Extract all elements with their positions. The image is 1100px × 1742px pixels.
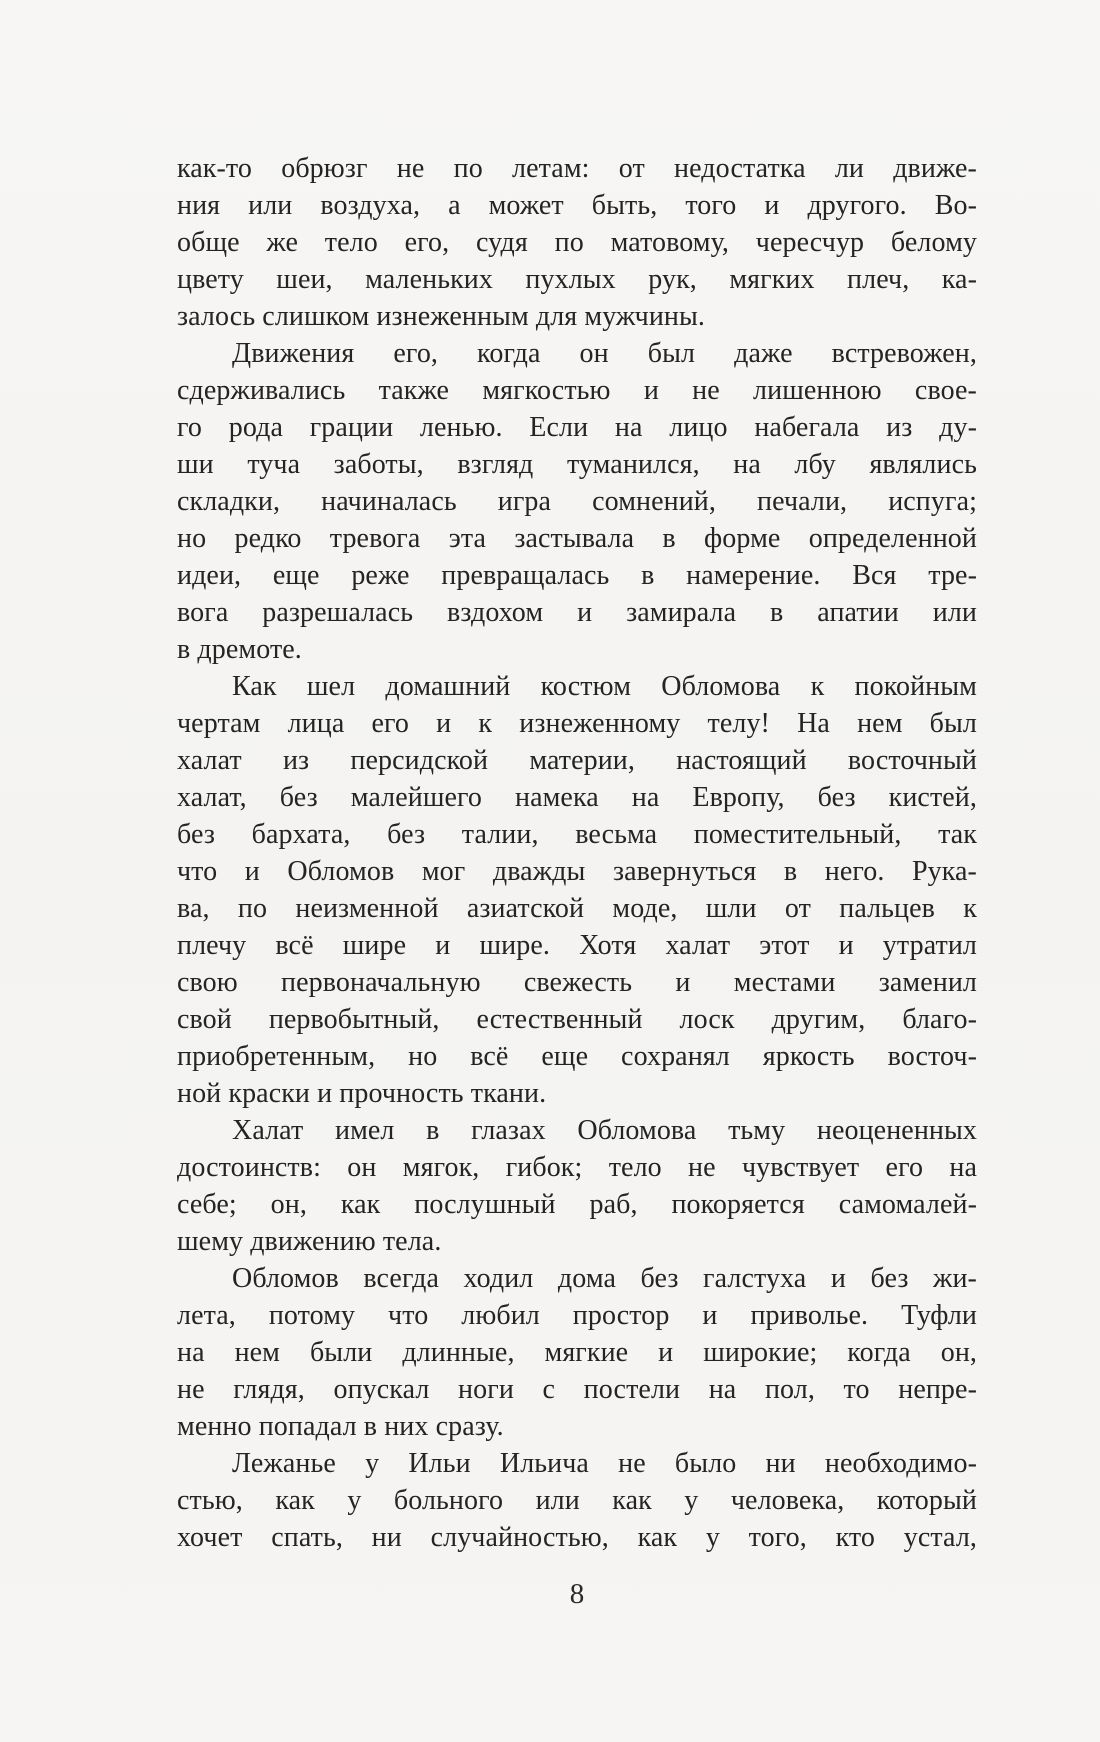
text-line: стью, как у больного или как у человека, который	[177, 1485, 977, 1516]
text-line: хочет спать, ни случайностью, как у того, кто устал,	[177, 1522, 977, 1553]
text-line: на нем были длинные, мягкие и широкие; когда он,	[177, 1337, 977, 1368]
text-line: в дремоте.	[177, 634, 302, 665]
paragraph	[177, 1260, 977, 1445]
text-line: без бархата, без талии, весьма поместительный, так	[177, 819, 977, 850]
text-line: цвету шеи, маленьких пухлых рук, мягких плеч, ка-	[177, 264, 977, 295]
text-line: Обломов всегда ходил дома без галстуха и без жи-	[232, 1263, 977, 1294]
paragraph	[177, 1445, 977, 1556]
text-line: ния или воздуха, а может быть, того и другого. Во-	[177, 190, 977, 221]
page-footer	[177, 1576, 977, 1613]
page-number: 8	[569, 1578, 585, 1610]
text-line: вога разрешалась вздохом и замирала в апатии или	[177, 597, 977, 628]
text-line: что и Обломов мог дважды завернуться в него. Рука-	[177, 856, 977, 887]
paragraph	[177, 150, 977, 335]
text-line: плечу всё шире и шире. Хотя халат этот и утратил	[177, 930, 977, 961]
text-line: го рода грации ленью. Если на лицо набегала из ду-	[177, 412, 977, 443]
text-line: не глядя, опускал ноги с постели на пол, то непре-	[177, 1374, 977, 1405]
text-line: ной краски и прочность ткани.	[177, 1078, 547, 1109]
text-line: лета, потому что любил простор и приволье. Туфли	[177, 1300, 977, 1331]
text-line: чертам лица его и к изнеженному телу! На нем был	[177, 708, 977, 739]
text-line: ши туча заботы, взгляд туманился, на лбу являлись	[177, 449, 977, 480]
text-line: как-то обрюзг не по летам: от недостатка ли движе-	[177, 153, 977, 184]
text-line: складки, начиналась игра сомнений, печали, испуга;	[177, 486, 977, 517]
text-column	[177, 150, 977, 1556]
text-line: достоинств: он мягок, гибок; тело не чувствует его на	[177, 1152, 977, 1183]
text-line: шему движению тела.	[177, 1226, 442, 1257]
text-line: Лежанье у Ильи Ильича не было ни необходимо-	[232, 1448, 977, 1479]
text-line: залось слишком изнеженным для мужчины.	[177, 301, 706, 332]
text-line: приобретенным, но всё еще сохранял яркость восточ-	[177, 1041, 977, 1072]
paragraph	[177, 1112, 977, 1260]
text-line: Движения его, когда он был даже встревожен,	[232, 338, 977, 369]
paragraph	[177, 668, 977, 1112]
text-line: ва, по неизменной азиатской моде, шли от пальцев к	[177, 893, 977, 924]
text-line: обще же тело его, судя по матовому, чересчур белому	[177, 227, 977, 258]
text-line: свою первоначальную свежесть и местами заменил	[177, 967, 977, 998]
paragraph	[177, 335, 977, 668]
text-line: халат, без малейшего намека на Европу, без кистей,	[177, 782, 977, 813]
text-line: менно попадал в них сразу.	[177, 1411, 504, 1442]
text-line: Халат имел в глазах Обломова тьму неоцененных	[232, 1115, 977, 1146]
text-line: халат из персидской материи, настоящий восточный	[177, 745, 977, 776]
text-line: Как шел домашний костюм Обломова к покойным	[232, 671, 977, 702]
text-line: идеи, еще реже превращалась в намерение. Вся тре-	[177, 560, 977, 591]
text-line: сдерживались также мягкостью и не лишенною свое-	[177, 375, 977, 406]
text-line: но редко тревога эта застывала в форме определенной	[177, 523, 977, 554]
text-line: свой первобытный, естественный лоск другим, благо-	[177, 1004, 977, 1035]
text-line: себе; он, как послушный раб, покоряется самомалей-	[177, 1189, 977, 1220]
